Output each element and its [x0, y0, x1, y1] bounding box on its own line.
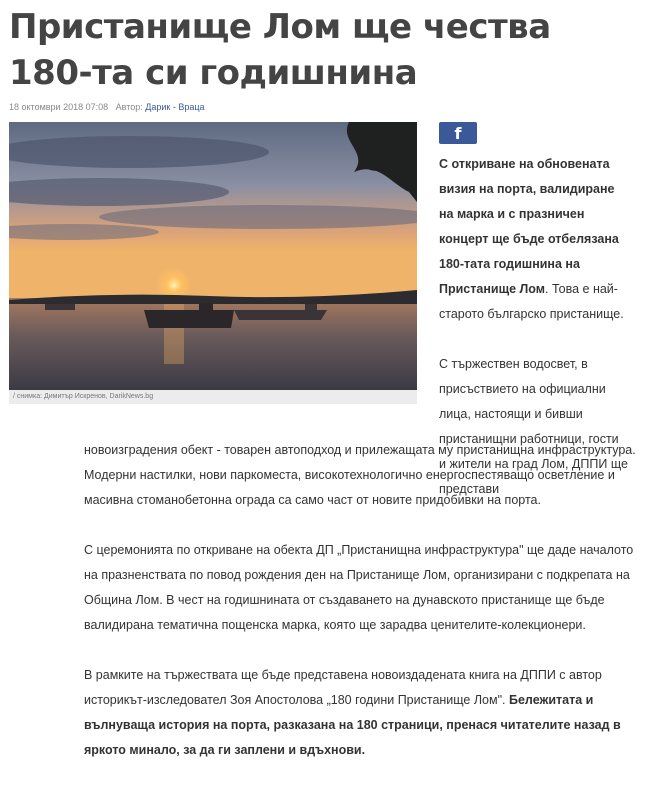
paragraph-3-plain: В рамките на тържествата ще бъде представена новоиздадената книга на ДППИ с автор историкът-изследовател Зоя Апостолова „180 години Пристанище Лом".: [84, 668, 602, 707]
paragraph-2: С церемонията по откриване на обекта ДП „Пристанищна инфраструктура" ще даде началото на празненствата по повод рождения ден на Пристанище Лом, организирани с подкрепата на Община Лом. В чест на годишнината от създаването на дунавското пристанище ще бъде валидирана тематична пощенска марка, която ще зарадва ценителите-колекционери.: [84, 543, 634, 632]
article-photo: [9, 122, 417, 404]
article-meta: [9, 102, 205, 112]
paragraph-1-continued: новоизградения обект - товарен автоподход и прилежащата му пристанищна инфраструктура. Модерни настилки, нови паркоместа, високотехнологично енергоспестяващо осветление и масивна стоманобетонна ограда са само част от новите придобивки на порта.: [84, 443, 636, 507]
facebook-icon: f: [454, 124, 462, 143]
sunset-river-image: [9, 122, 417, 390]
article-body: [84, 438, 640, 788]
facebook-share-button[interactable]: [439, 122, 477, 144]
paragraph-1-start: С тържествен водосвет, в присъствието на официални лица, настоящи и бивши пристанищни работници, гости и жители на град Лом, ДППИ ще представи: [439, 357, 628, 496]
photo-caption: / снимка: Димитър Искренов, DarikNews.bg: [9, 390, 417, 404]
paragraph-3: [84, 663, 640, 763]
author-label: Автор:: [115, 102, 143, 112]
lead-rest: . Това е най-старото българско пристанище.: [439, 282, 624, 321]
lead-bold: С откриване на обновената визия на порта, валидиране на марка и с празничен концерт ще бъде отбелязана 180-тата годишнина на Пристанище Лом: [439, 157, 619, 296]
article-title: Пристанище Лом ще чества 180-та си годишнина: [9, 7, 551, 93]
article-date: 18 октомври 2018 07:08: [9, 102, 109, 112]
author-link[interactable]: Дарик - Враца: [145, 102, 205, 112]
paragraph-3-bold: Бележитата и вълнуваща история на порта, разказана на 180 страници, пренася читателите назад в яркото минало, за да ги заплени и вдъхнови.: [84, 693, 621, 757]
lead-paragraph: [439, 152, 629, 327]
